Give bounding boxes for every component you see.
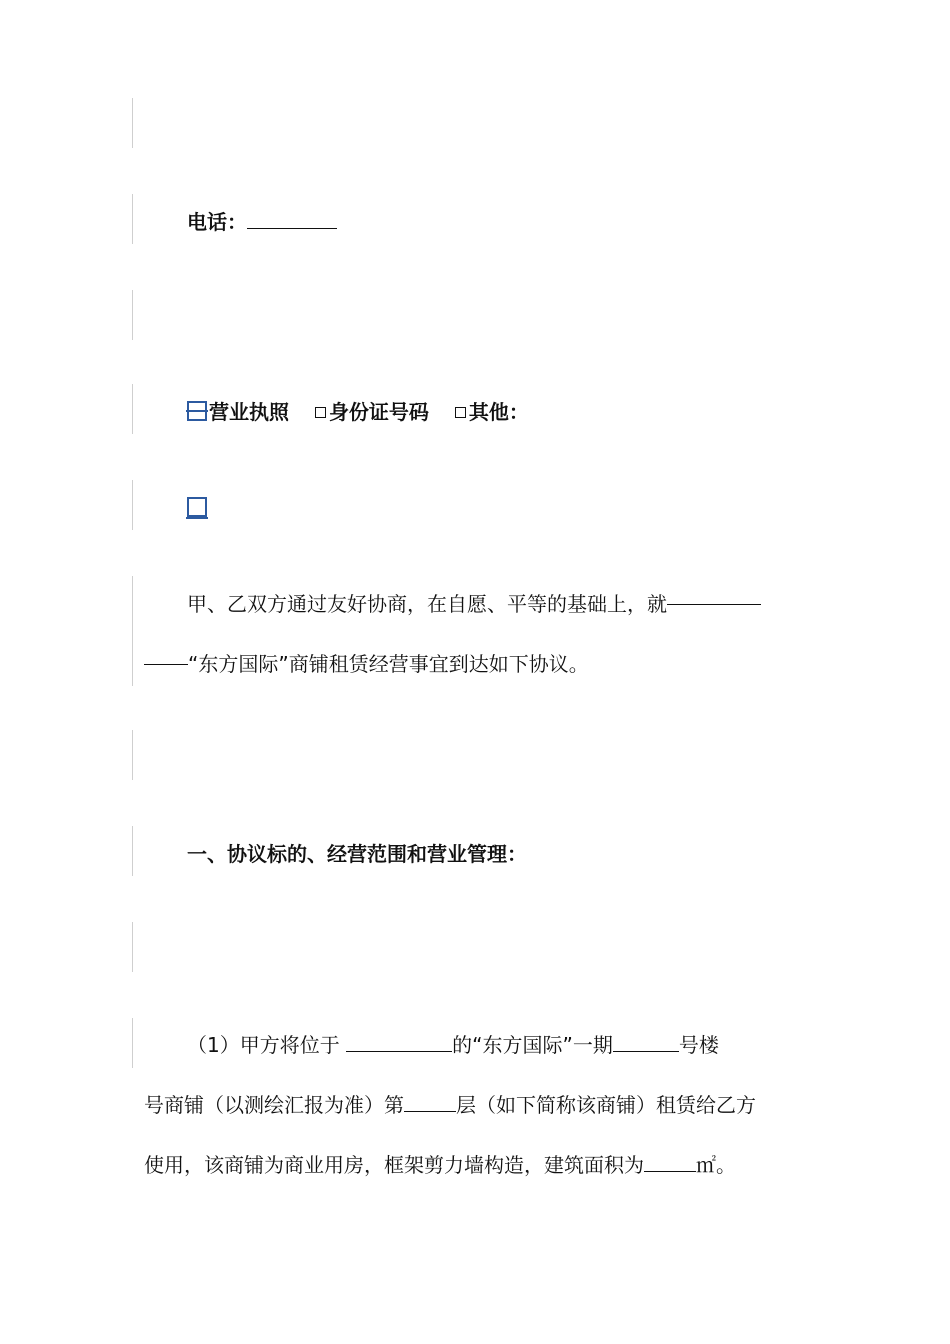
margin-bar — [132, 730, 133, 780]
area-blank[interactable] — [644, 1151, 696, 1172]
intro-text-1: 甲、乙双方通过友好协商，在自愿、平等的基础上，就 — [187, 592, 667, 616]
clause1-text: 号商铺（以测绘汇报为准）第 — [144, 1093, 404, 1117]
checkbox-other[interactable] — [455, 407, 466, 418]
margin-bar — [132, 194, 133, 244]
other-label: 其他： — [468, 400, 529, 424]
margin-bar — [132, 384, 133, 434]
id-card-label: 身份证号码 — [328, 400, 429, 424]
phone-line — [187, 208, 337, 236]
clause1-line-2 — [144, 1091, 756, 1119]
id-type-options — [187, 398, 529, 426]
margin-bar — [132, 826, 133, 876]
clause1-line-3 — [144, 1151, 736, 1179]
clause1-text: （1）甲方将位于 — [187, 1033, 347, 1057]
building-blank[interactable] — [613, 1031, 679, 1052]
clause1-line-1 — [187, 1031, 719, 1059]
margin-bar — [132, 98, 133, 148]
floor-blank[interactable] — [404, 1091, 456, 1112]
clause1-text: ㎡。 — [696, 1153, 736, 1177]
clause1-text: 的“东方国际”一期 — [452, 1033, 613, 1057]
location-blank[interactable] — [346, 1031, 452, 1052]
intro-line-1 — [187, 590, 761, 618]
intro-line-2 — [144, 650, 589, 678]
margin-bar — [132, 480, 133, 530]
business-license-label: 营业执照 — [209, 400, 289, 424]
section-heading: 一、协议标的、经营范围和营业管理： — [187, 842, 527, 866]
margin-bar — [132, 1018, 133, 1068]
intro-dash — [144, 664, 188, 665]
intro-dash — [667, 604, 761, 605]
intro-text-2: “东方国际”商铺租赁经营事宜到达如下协议。 — [188, 652, 589, 676]
checkbox-extra[interactable] — [187, 497, 207, 517]
checkbox-id-card[interactable] — [315, 407, 326, 418]
margin-bar — [132, 922, 133, 972]
phone-blank[interactable] — [247, 208, 337, 229]
phone-label: 电话： — [187, 210, 247, 234]
margin-bar — [132, 576, 133, 686]
clause1-text: 层（如下简称该商铺）租赁给乙方 — [456, 1093, 756, 1117]
clause1-text: 使用，该商铺为商业用房，框架剪力墙构造，建筑面积为 — [144, 1153, 644, 1177]
extra-checkbox-line — [187, 494, 209, 522]
clause1-text: 号楼 — [678, 1033, 719, 1057]
checkbox-business-license[interactable] — [187, 401, 207, 421]
margin-bar — [132, 290, 133, 340]
